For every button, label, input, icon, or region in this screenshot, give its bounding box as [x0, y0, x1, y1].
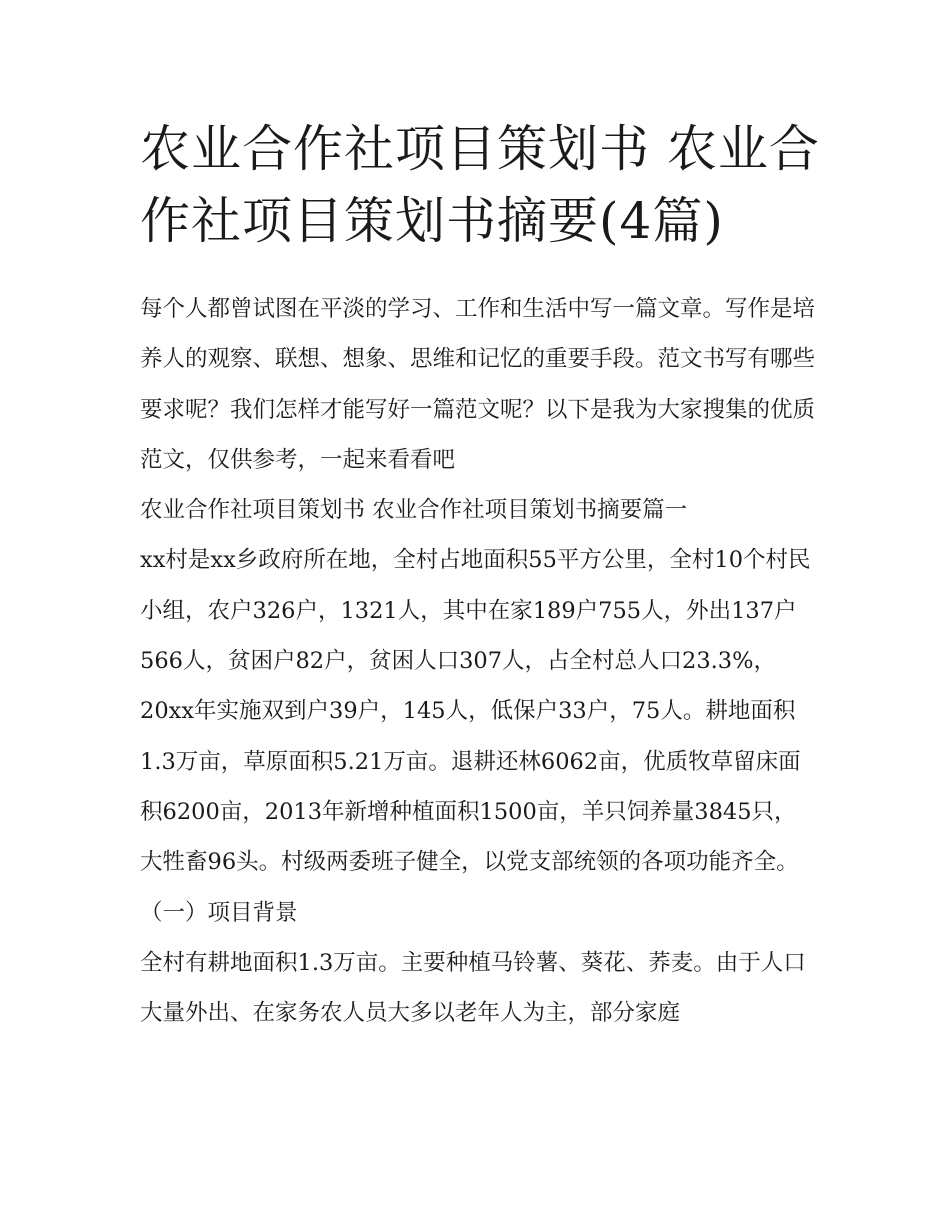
- intro-paragraph: 每个人都曾试图在平淡的学习、工作和生活中写一篇文章。写作是培养人的观察、联想、想象、思维和记忆的重要手段。范文书写有哪些要求呢？我们怎样才能写好一篇范文呢？以下是我为大家搜集的优质范文，仅供参考，一起来看看吧: [140, 296, 816, 473]
- village-overview-paragraph: xx村是xx乡政府所在地，全村占地面积55平方公里，全村10个村民小组，农户326户，1321人，其中在家189户755人，外出137户566人，贫困户82户，贫困人口307人，占全村总人口23.3%，20xx年实施双到户39户，145人，低保户33户，75人。耕地面积1.3万亩，草原面积5.21万亩。退耕还林6062亩，优质牧草留床面积6200亩，2013年新增种植面积1500亩，羊只饲养量3845只，大牲畜96头。村级两委班子健全，以党支部统领的各项功能齐全。: [140, 547, 811, 876]
- background-paragraph: 全村有耕地面积1.3万亩。主要种植马铃薯、葵花、荞麦。由于人口大量外出、在家务农人员大多以老年人为主，部分家庭: [140, 949, 806, 1027]
- section-heading: 农业合作社项目策划书 农业合作社项目策划书摘要篇一: [140, 497, 688, 524]
- subsection-heading: （一）项目背景: [140, 899, 298, 926]
- document-body: [140, 284, 815, 1038]
- document-title: 农业合作社项目策划书 农业合作社项目策划书摘要(4篇): [140, 120, 820, 250]
